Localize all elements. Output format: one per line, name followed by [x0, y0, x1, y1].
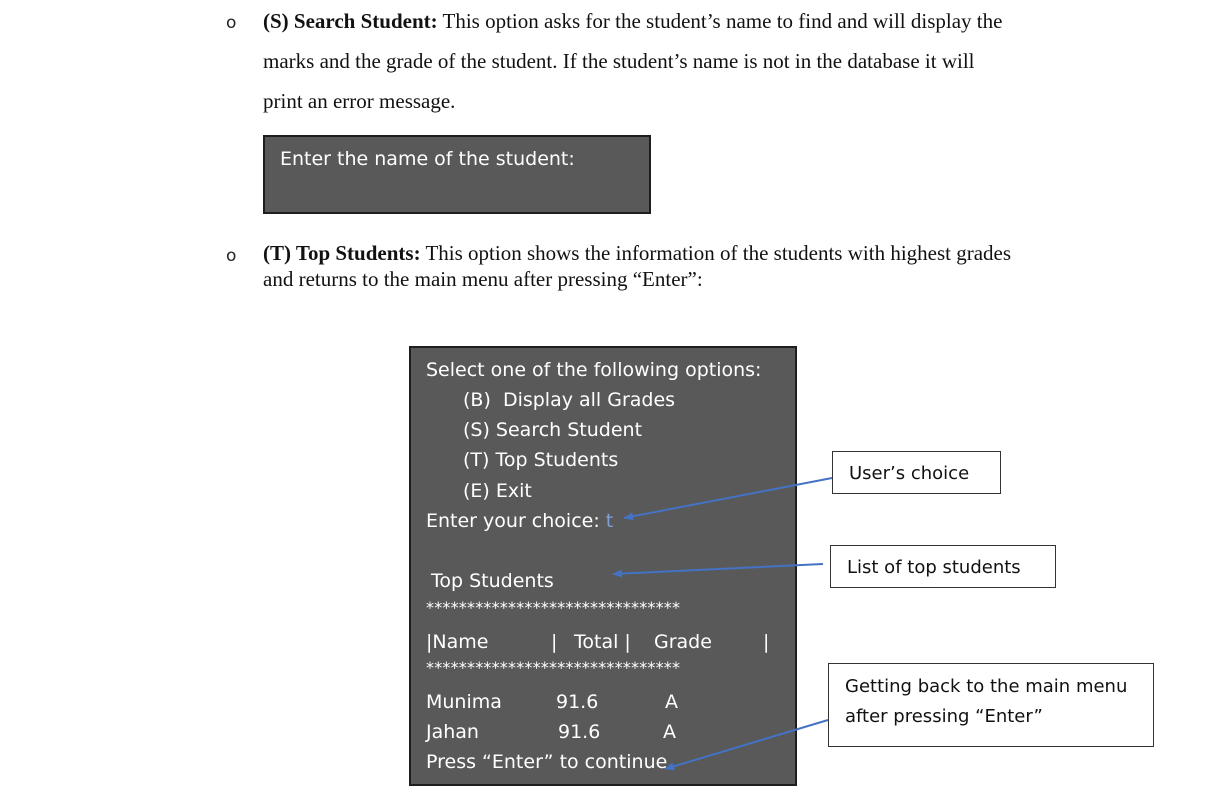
menu-item: (S) Search Student: [463, 419, 643, 441]
menu-item: (T) Top Students: [463, 449, 619, 471]
table-header-sep: |: [551, 631, 558, 653]
search-option-line-3: print an error message.: [263, 89, 456, 113]
table-header-total: Total |: [574, 631, 631, 653]
search-option-text-1: This option asks for the student’s name to find and will display the: [442, 9, 1003, 33]
callout-back-line-1: Getting back to the main menu: [845, 676, 1128, 697]
callout-users-choice-label: User’s choice: [849, 463, 970, 484]
search-prompt: Enter the name of the student:: [280, 148, 575, 170]
table-header-grade: Grade: [654, 631, 712, 653]
arrow-top-students: [613, 564, 823, 574]
table-header-sep: |: [763, 631, 770, 653]
choice-value: t: [605, 510, 614, 532]
continue-prompt: Press “Enter” to continue: [426, 751, 668, 773]
callout-back-line-2: after pressing “Enter”: [845, 706, 1043, 727]
row-grade: A: [663, 721, 676, 743]
row-name: Jahan: [426, 721, 479, 743]
menu-title: Select one of the following options:: [426, 359, 762, 381]
search-option-heading: (S) Search Student:: [263, 9, 438, 33]
row-grade: A: [665, 691, 678, 713]
top-option-text-1: This option shows the information of the students with highest grades: [425, 241, 1012, 265]
row-total: 91.6: [558, 721, 601, 743]
callout-top-students-label: List of top students: [847, 557, 1021, 578]
separator-bottom: *******************************: [426, 658, 681, 677]
search-option-line-2: marks and the grade of the student. If the student’s name is not in the database it will: [263, 49, 975, 73]
arrow-users-choice: [624, 478, 832, 518]
top-option-line-2: and returns to the main menu after pressing “Enter”:: [263, 267, 703, 291]
row-name: Munima: [426, 691, 502, 713]
table-header-name: |Name: [426, 631, 489, 653]
menu-item: (E) Exit: [463, 480, 532, 502]
top-option-heading: (T) Top Students:: [263, 241, 421, 265]
choice-prompt: Enter your choice:: [426, 510, 600, 532]
separator-top: *******************************: [426, 598, 681, 617]
bullet-search: o: [226, 13, 237, 33]
bullet-top: o: [226, 246, 237, 266]
arrow-back-to-menu: [665, 720, 828, 769]
row-total: 91.6: [556, 691, 599, 713]
section-title: Top Students: [431, 570, 554, 592]
menu-item: (B) Display all Grades: [463, 389, 676, 411]
